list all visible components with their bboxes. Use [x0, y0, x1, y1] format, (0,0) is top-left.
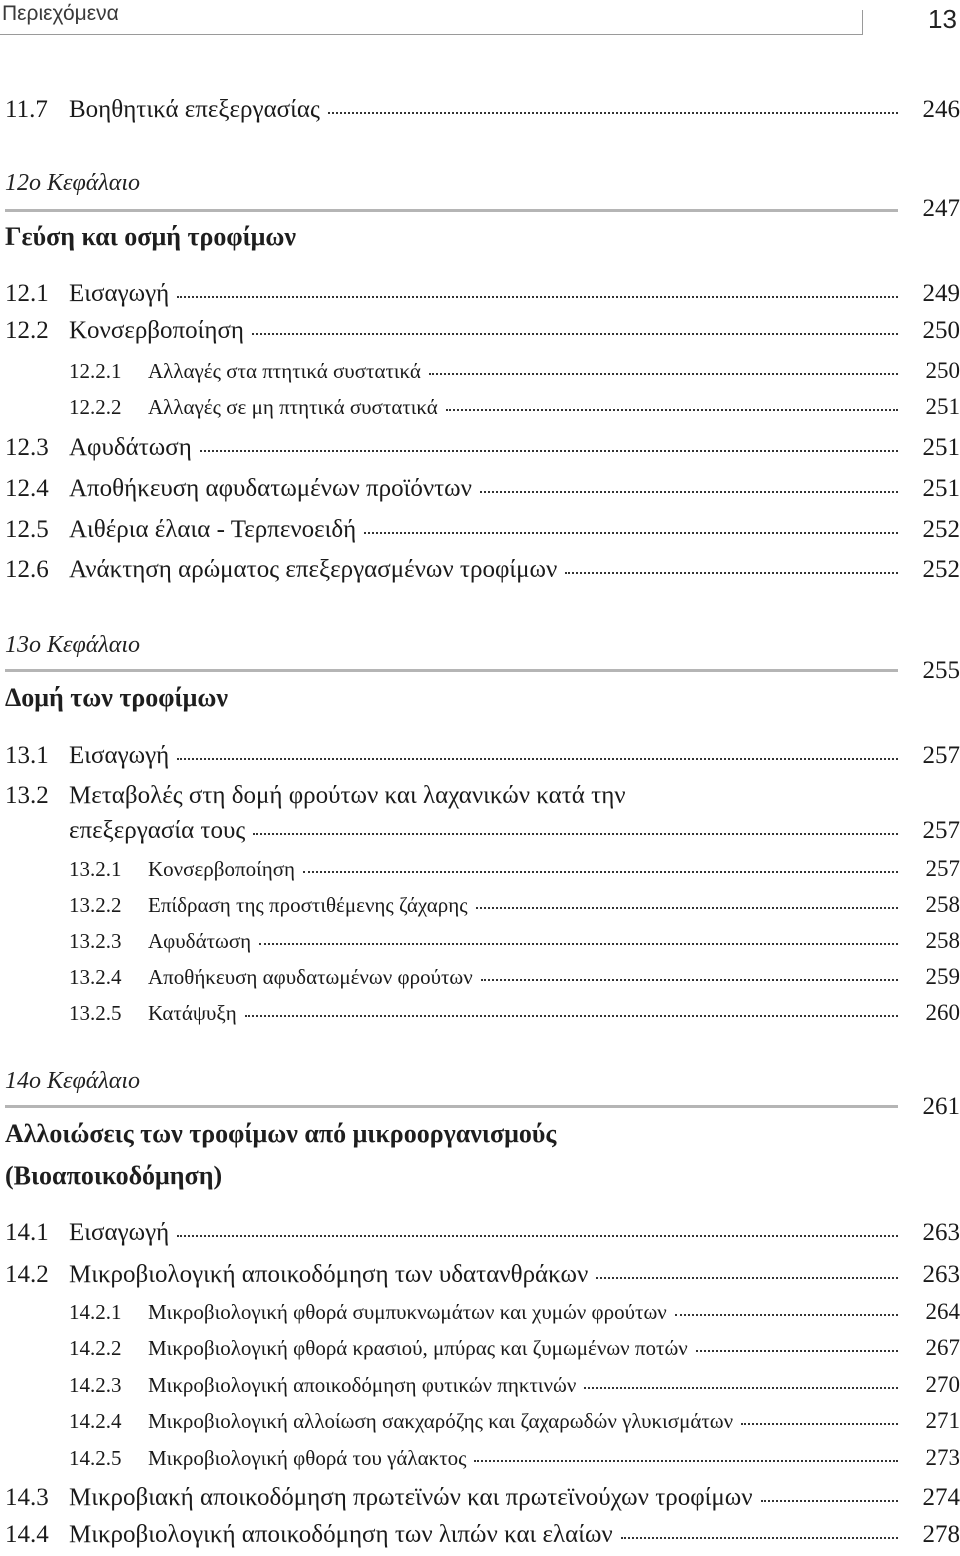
entry-title: Μικροβιολογική αποικοδόμηση των υδατανθράκων	[69, 1261, 589, 1288]
entry-page: 246	[922, 96, 960, 123]
dot-leader	[200, 448, 898, 452]
toc-entry-14-2-2[interactable]	[69, 1335, 960, 1361]
toc-entry-14-2-3[interactable]	[69, 1372, 960, 1398]
entry-page: 258	[925, 928, 960, 953]
toc-entry-11-7[interactable]	[5, 96, 960, 124]
entry-title: Αλλαγές στα πτητικά συστατικά	[148, 359, 421, 383]
entry-title: Εισαγωγή	[69, 1219, 170, 1246]
entry-title: Αφυδάτωση	[148, 929, 252, 953]
chapter-14-page: 261	[922, 1093, 960, 1120]
entry-page: 267	[925, 1335, 960, 1360]
dot-leader	[177, 756, 898, 760]
dot-leader	[584, 1385, 898, 1389]
entry-title: Αποθήκευση αφυδατωμένων προϊόντων	[69, 475, 472, 502]
entry-number: 11.7	[5, 96, 48, 123]
entry-page: 270	[925, 1372, 960, 1397]
entry-title: Ανάκτηση αρώματος επεξεργασμένων τροφίμων	[69, 556, 558, 583]
entry-number: 14.2.4	[69, 1409, 122, 1433]
entry-number: 13.2.5	[69, 1001, 122, 1025]
dot-leader	[252, 331, 898, 335]
entry-number: 14.2.1	[69, 1300, 122, 1324]
toc-entry-13-2-5[interactable]	[69, 1000, 960, 1026]
header-rule-tick	[862, 10, 863, 35]
entry-title: Μεταβολές στη δομή φρούτων και λαχανικών κατά την	[69, 782, 626, 809]
toc-entry-13-2[interactable]	[5, 782, 960, 810]
toc-entry-14-2-5[interactable]	[69, 1445, 960, 1471]
chapter-13-rule	[5, 669, 898, 672]
entry-page: 250	[925, 358, 960, 383]
dot-leader	[259, 941, 898, 945]
toc-entry-12-2-1[interactable]	[69, 358, 960, 384]
dot-leader	[621, 1535, 898, 1539]
entry-page: 252	[922, 556, 960, 583]
entry-title: Επίδραση της προστιθέμενης ζάχαρης	[148, 893, 468, 917]
entry-title: Μικροβιολογική αλλοίωση σακχαρόζης και ζαχαρωδών γλυκισμάτων	[148, 1409, 734, 1433]
entry-page: 251	[922, 434, 960, 461]
entry-number: 12.4	[5, 475, 49, 502]
entry-title: Εισαγωγή	[69, 742, 170, 769]
entry-number: 13.2.1	[69, 857, 122, 881]
entry-page: 251	[925, 394, 960, 419]
entry-title: Βοηθητικά επεξεργασίας	[69, 96, 320, 123]
entry-title: Μικροβιολογική αποικοδόμηση των λιπών και ελαίων	[69, 1521, 613, 1548]
toc-entry-13-2-3[interactable]	[69, 928, 960, 954]
entry-number: 13.2	[5, 782, 49, 809]
toc-entry-14-2[interactable]	[5, 1261, 960, 1289]
section-title: Περιεχόμενα	[2, 2, 119, 25]
toc-entry-13-2-2[interactable]	[69, 892, 960, 918]
entry-title: Κονσερβοποίηση	[148, 857, 295, 881]
entry-page: 264	[925, 1299, 960, 1324]
entry-number: 14.1	[5, 1219, 49, 1246]
chapter-13-page: 255	[922, 657, 960, 684]
entry-title: Αφυδάτωση	[69, 434, 192, 461]
dot-leader	[446, 407, 898, 411]
entry-number: 12.3	[5, 434, 49, 461]
entry-page: 260	[925, 1000, 960, 1025]
entry-title-continued: επεξεργασία τους	[69, 817, 246, 844]
entry-number: 13.2.2	[69, 893, 122, 917]
entry-title: Αποθήκευση αφυδατωμένων φρούτων	[148, 965, 473, 989]
entry-title: Εισαγωγή	[69, 280, 170, 307]
chapter-12-label: 12ο Κεφάλαιο	[5, 170, 140, 196]
dot-leader	[565, 570, 898, 574]
toc-entry-13-2-continued[interactable]	[69, 817, 960, 845]
toc-entry-13-2-1[interactable]	[69, 856, 960, 882]
entry-page: 274	[922, 1484, 960, 1511]
entry-number: 12.2.2	[69, 395, 122, 419]
chapter-13-label: 13ο Κεφάλαιο	[5, 632, 140, 658]
dot-leader	[429, 371, 898, 375]
entry-page: 257	[922, 742, 960, 769]
entry-number: 13.1	[5, 742, 49, 769]
dot-leader	[364, 530, 898, 534]
dot-leader	[177, 1233, 898, 1237]
entry-title: Κατάψυξη	[148, 1001, 237, 1025]
entry-page: 252	[922, 516, 960, 543]
entry-page: 250	[922, 317, 960, 344]
chapter-14-title-line2[interactable]: (Βιοαποικοδόμηση)	[5, 1161, 223, 1190]
entry-page: 259	[925, 964, 960, 989]
header-rule	[0, 34, 862, 35]
entry-page: 271	[925, 1408, 960, 1433]
entry-title: Αιθέρια έλαια - Τερπενοειδή	[69, 516, 357, 543]
dot-leader	[675, 1312, 898, 1316]
entry-number: 14.2.5	[69, 1446, 122, 1470]
chapter-13-title[interactable]: Δομή των τροφίμων	[5, 683, 228, 712]
toc-entry-14-4[interactable]	[5, 1521, 960, 1549]
entry-page: 251	[922, 475, 960, 502]
toc-entry-14-2-4[interactable]	[69, 1408, 960, 1434]
dot-leader	[303, 869, 898, 873]
toc-entry-13-1[interactable]	[5, 742, 960, 770]
dot-leader	[761, 1498, 898, 1502]
entry-number: 13.2.4	[69, 965, 122, 989]
entry-number: 14.2.3	[69, 1373, 122, 1397]
chapter-12-page: 247	[922, 195, 960, 222]
toc-entry-14-1[interactable]	[5, 1219, 960, 1247]
entry-number: 14.3	[5, 1484, 49, 1511]
entry-page: 263	[922, 1219, 960, 1246]
dot-leader	[480, 489, 898, 493]
entry-title: Μικροβιολογική φθορά κρασιού, μπύρας και ζυμωμένων ποτών	[148, 1336, 688, 1360]
dot-leader	[476, 905, 898, 909]
entry-title: Μικροβιακή αποικοδόμηση πρωτεϊνών και πρωτεϊνούχων τροφίμων	[69, 1484, 753, 1511]
dot-leader	[253, 831, 898, 835]
chapter-14-label: 14ο Κεφάλαιο	[5, 1068, 140, 1094]
chapter-14-title[interactable]: Αλλοιώσεις των τροφίμων από μικροοργανισμούς	[5, 1119, 557, 1148]
dot-leader	[474, 1458, 898, 1462]
entry-page: 257	[922, 817, 960, 844]
entry-number: 14.2.2	[69, 1336, 122, 1360]
toc-entry-12-3[interactable]	[5, 434, 960, 462]
dot-leader	[481, 977, 898, 981]
toc-entry-14-2-1[interactable]	[69, 1299, 960, 1325]
entry-number: 14.4	[5, 1521, 49, 1548]
toc-entry-14-3[interactable]	[5, 1484, 960, 1512]
dot-leader	[328, 110, 898, 114]
entry-number: 12.5	[5, 516, 49, 543]
entry-title: Κονσερβοποίηση	[69, 317, 244, 344]
entry-page: 258	[925, 892, 960, 917]
entry-number: 14.2	[5, 1261, 49, 1288]
entry-number: 12.1	[5, 280, 49, 307]
entry-page: 257	[925, 856, 960, 881]
chapter-12-title[interactable]: Γεύση και οσμή τροφίμων	[5, 222, 297, 251]
running-header	[0, 0, 960, 40]
toc-entry-12-5[interactable]	[5, 516, 960, 544]
toc-entry-12-1[interactable]	[5, 280, 960, 308]
toc-entry-13-2-4[interactable]	[69, 964, 960, 990]
dot-leader	[741, 1421, 898, 1425]
entry-number: 12.2.1	[69, 359, 122, 383]
entry-number: 12.6	[5, 556, 49, 583]
page-number: 13	[928, 4, 957, 34]
dot-leader	[177, 294, 898, 298]
chapter-12-rule	[5, 209, 898, 212]
entry-title: Μικροβιολογική φθορά του γάλακτος	[148, 1446, 467, 1470]
entry-page: 273	[925, 1445, 960, 1470]
entry-number: 13.2.3	[69, 929, 122, 953]
toc-entry-12-6[interactable]	[5, 556, 960, 584]
chapter-14-rule	[5, 1105, 898, 1108]
entry-title: Μικροβιολογική αποικοδόμηση φυτικών πηκτινών	[148, 1373, 577, 1397]
entry-page: 263	[922, 1261, 960, 1288]
toc-entry-12-2[interactable]	[5, 317, 960, 345]
entry-number: 12.2	[5, 317, 49, 344]
dot-leader	[596, 1275, 898, 1279]
entry-page: 278	[922, 1521, 960, 1548]
entry-title: Αλλαγές σε μη πτητικά συστατικά	[148, 395, 438, 419]
dot-leader	[696, 1348, 898, 1352]
toc-entry-12-4[interactable]	[5, 475, 960, 503]
entry-title: Μικροβιολογική φθορά συμπυκνωμάτων και χυμών φρούτων	[148, 1300, 667, 1324]
dot-leader	[245, 1013, 898, 1017]
toc-entry-12-2-2[interactable]	[69, 394, 960, 420]
entry-page: 249	[922, 280, 960, 307]
